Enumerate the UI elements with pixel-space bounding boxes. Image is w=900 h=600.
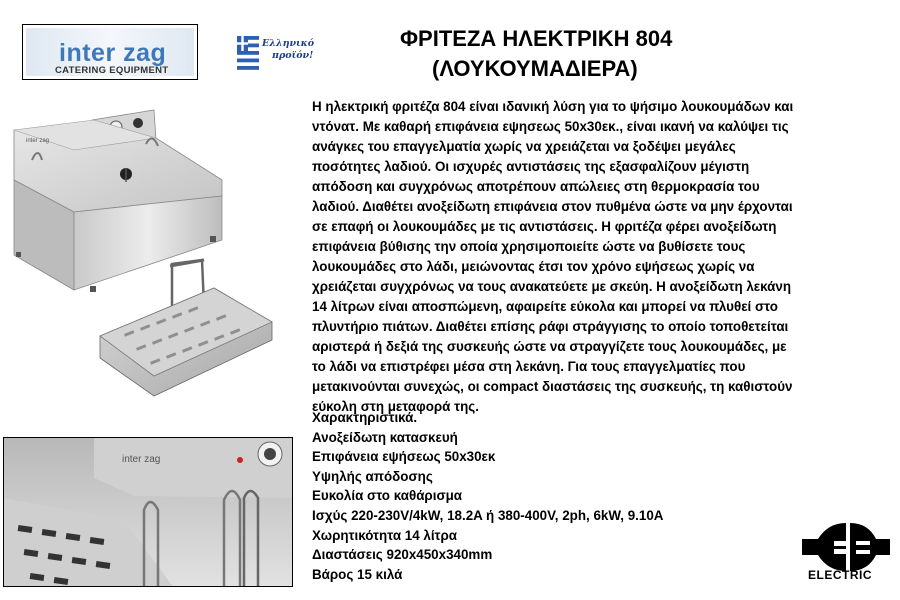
description-line: το λάδι να επιστρέφει μέσα στη λεκάνη. Για τους επαγγελματίες που: [312, 359, 746, 374]
description-line: ανάγκες του επαγγελματία χωρίς να χρειάζεται να ξοδέψει μεγάλες: [312, 139, 736, 154]
brand-name: inter zag: [59, 39, 167, 67]
feature-item: Ανοξείδωτη κατασκευή: [312, 429, 458, 445]
fryer-closeup-image: [3, 437, 293, 587]
product-description: [312, 97, 900, 417]
description-line: απόδοση και συγχρόνως αποτρέπουν απώλειες στη θερμοκρασία του: [312, 179, 760, 194]
description-line: λαδιού. Διαθέτει ανοξείδωτη επιφάνεια στον πυθμένα ώστε να μην έρχονται: [312, 199, 793, 214]
description-line: επιφάνεια βύθισης την οποία χρησιμοποιείτε ώστε να βυθίσετε τους: [312, 239, 746, 254]
description-line: αριστερά ή δεξιά της συσκευής ώστε να στραγγίζετε τους λουκουμάδες, με: [312, 339, 787, 354]
title-line-1: ΦΡΙΤΕΖΑ ΗΛΕΚΤΡΙΚΗ 804: [400, 26, 673, 51]
feature-item: Διαστάσεις 920x450x340mm: [312, 547, 493, 563]
feature-item: Ευκολία στο καθάρισμα: [312, 488, 463, 504]
description-line: χρειάζεται συγχρόνως να τους ανακατεύετε με σκεύη. Η ανοξείδωτη λεκάνη: [312, 279, 792, 294]
description-line: μετακινούνται συνεχώς, οι compact διαστάσεις της συσκευής, τη καθιστούν: [312, 379, 793, 394]
page-title: [400, 24, 720, 84]
feature-item: Υψηλής απόδοσης: [312, 468, 433, 484]
description-line: σε επαφή οι λουκουμάδες με τις αντιστάσεις. Η φριτέζα φέρει ανοξείδωτη: [312, 219, 777, 234]
svg-text:inter zag: inter zag: [122, 454, 161, 465]
electric-label: ELECTRIC: [808, 568, 872, 582]
description-line: 14 λίτρων είναι αποσπώμενη, αφαιρείτε εύκολα και μπορεί να πλυθεί στο: [312, 299, 778, 314]
description-line: εύκολη στη μεταφορά της.: [312, 399, 479, 414]
description-line: ποσότητες λαδιού. Οι ισχυρές αντιστάσεις της εξασφαλίζουν μέγιστη: [312, 159, 750, 174]
brand-logo: [22, 24, 198, 80]
svg-text:inter zag: inter zag: [26, 138, 50, 144]
features-heading: Χαρακτηριστικά.: [312, 410, 418, 425]
feature-item: Επιφάνεια εψήσεως 50x30εκ: [312, 449, 496, 465]
title-line-2: (ΛΟΥΚΟΥΜΑΔΙΕΡΑ): [432, 56, 638, 81]
description-line: ντόνατ. Με καθαρή επιφάνεια εψησεως 50x30εκ., είναι ικανή να καλύψει τις: [312, 119, 789, 134]
features-list: [312, 408, 872, 584]
fryer-product-image: [4, 100, 294, 400]
brand-tagline: CATERING EQUIPMENT: [55, 65, 169, 76]
description-line: λουκουμάδες στο λάδι, μειώνοντας έτσι τον χρόνο εψήσεως χωρίς να: [312, 259, 755, 274]
greek-product-badge: Ελληνικό προϊόν!: [262, 38, 315, 61]
description-line: Η ηλεκτρική φριτέζα 804 είναι ιδανική λύση για το ψήσιμο λουκουμάδων και: [312, 99, 794, 114]
feature-item: Βάρος 15 κιλά: [312, 566, 403, 582]
feature-item: Χωρητικότητα 14 λίτρα: [312, 527, 458, 543]
description-line: πλυντήριο πιάτων. Διαθέτει επίσης ράφι στράγγισης το οποίο τοποθετείται: [312, 319, 789, 334]
feature-item: Ισχύς 220-230V/4kW, 18.2A ή 380-400V, 2ph, 6kW, 9.10A: [312, 507, 664, 523]
